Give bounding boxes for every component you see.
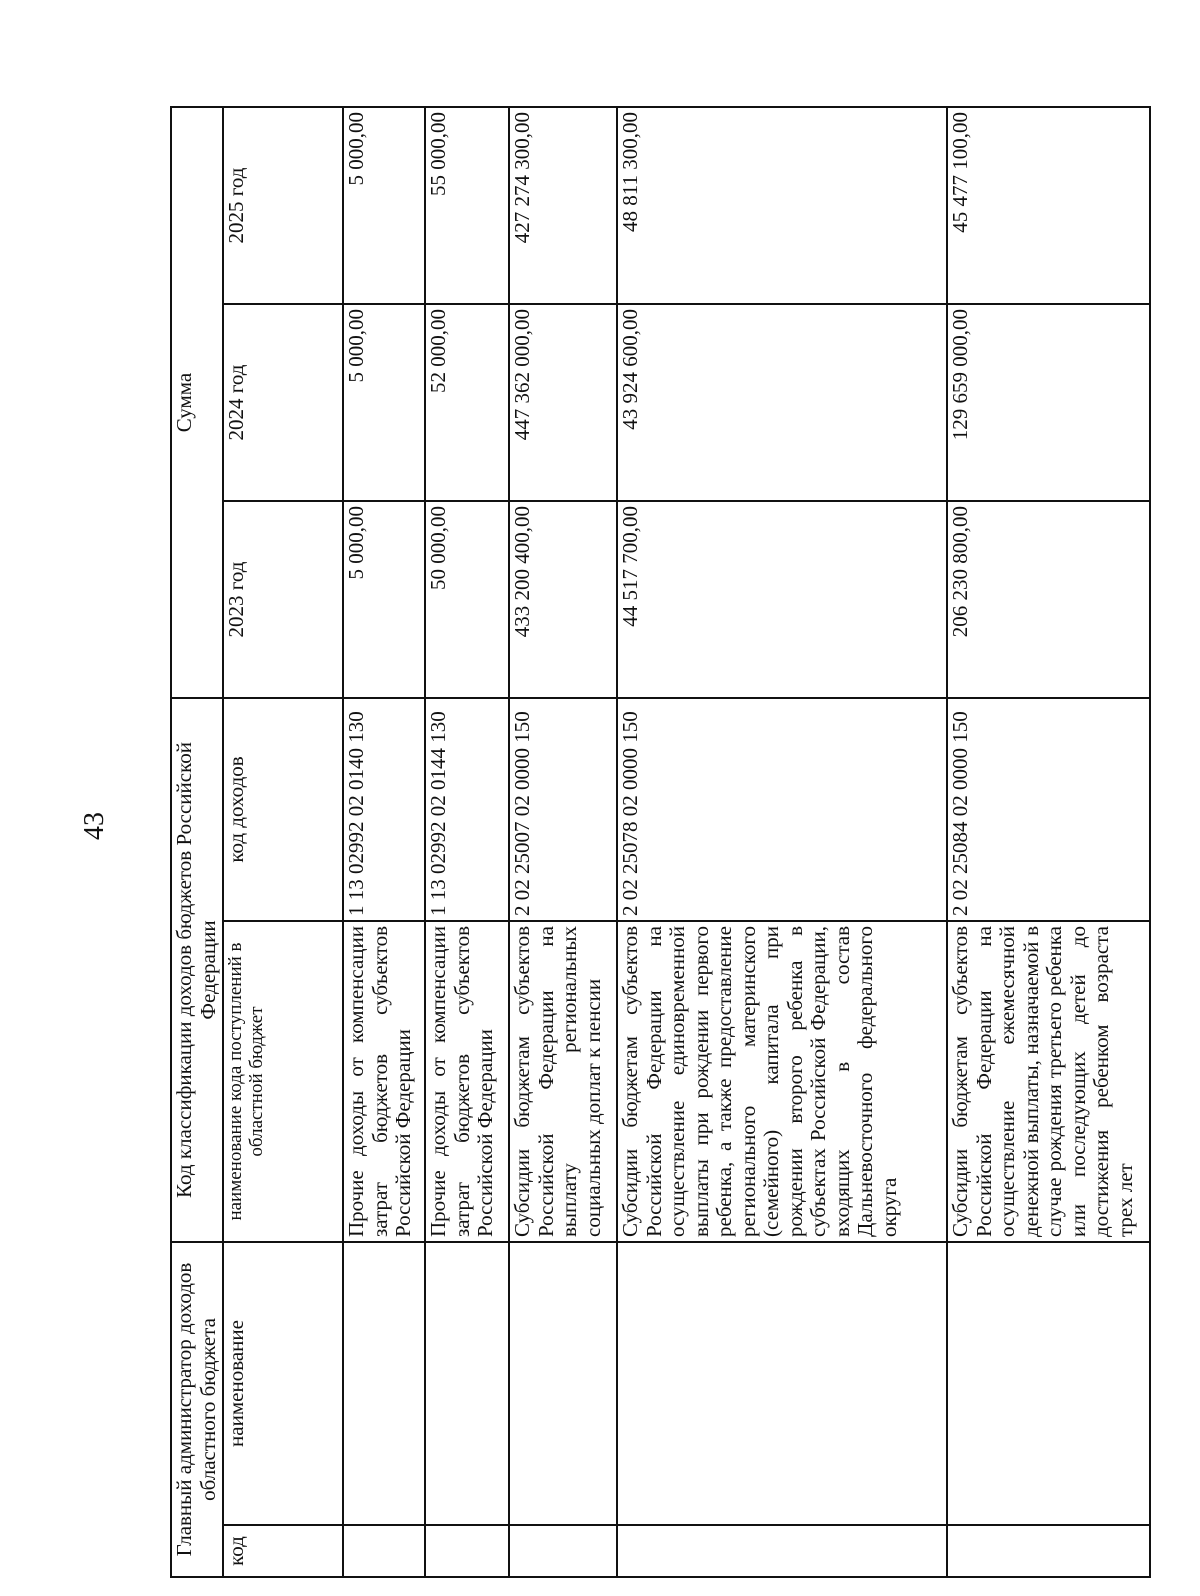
sum-2025-cell: 48 811 300,00 xyxy=(617,107,947,304)
table-row xyxy=(425,107,509,1577)
sum-2023-cell: 50 000,00 xyxy=(425,501,509,698)
table-row xyxy=(617,107,947,1577)
table-row xyxy=(509,107,617,1577)
sum-2025-cell: 427 274 300,00 xyxy=(509,107,617,304)
income-name-cell: Субсидии бюджетам субъектов Российской Федерации на осуществление единовременной выплаты при рождении первого ребенка, а также предоставление регионального материнского (семейного) капитала при рождении второго ребенка в субъектах Российской Федерации, входящих в состав Дальневосточного федерального округа xyxy=(617,921,947,1242)
sum-2025-cell: 45 477 100,00 xyxy=(947,107,1150,304)
income-code-cell: 1 13 02992 02 0140 130 xyxy=(343,698,425,921)
table-row xyxy=(343,107,425,1577)
admin-group-header: Главный администратор доходов областного бюджета xyxy=(171,1242,223,1577)
header-row-top xyxy=(171,107,223,1577)
page-number: 43 xyxy=(79,812,110,840)
year-2024-header: 2024 год xyxy=(223,304,343,501)
sum-2023-cell: 433 200 400,00 xyxy=(509,501,617,698)
sum-2024-cell: 129 659 000,00 xyxy=(947,304,1150,501)
table-row xyxy=(947,107,1150,1577)
admin-name-cell xyxy=(947,1242,1150,1525)
income-name-header: наименование кода поступлений в областной бюджет xyxy=(223,921,343,1242)
income-name-cell: Прочие доходы от компенсации затрат бюджетов субъектов Российской Федерации xyxy=(343,921,425,1242)
year-2025-header: 2025 год xyxy=(223,107,343,304)
sum-2023-cell: 206 230 800,00 xyxy=(947,501,1150,698)
admin-code-cell xyxy=(947,1525,1150,1577)
admin-name-cell xyxy=(617,1242,947,1525)
sum-2025-cell: 55 000,00 xyxy=(425,107,509,304)
income-code-header: код доходов xyxy=(223,698,343,921)
admin-name-cell xyxy=(509,1242,617,1525)
sum-2024-cell: 43 924 600,00 xyxy=(617,304,947,501)
classification-group-header: Код классификации доходов бюджетов Российской Федерации xyxy=(171,698,223,1242)
income-name-cell: Субсидии бюджетам субъектов Российской Федерации на выплату региональных социальных доплат к пенсии xyxy=(509,921,617,1242)
admin-name-cell xyxy=(343,1242,425,1525)
sum-2025-cell: 5 000,00 xyxy=(343,107,425,304)
sum-2024-cell: 447 362 000,00 xyxy=(509,304,617,501)
sum-2023-cell: 5 000,00 xyxy=(343,501,425,698)
income-code-cell: 2 02 25078 02 0000 150 xyxy=(617,698,947,921)
sum-2024-cell: 52 000,00 xyxy=(425,304,509,501)
admin-name-header: наименование xyxy=(223,1242,343,1525)
admin-name-cell xyxy=(425,1242,509,1525)
admin-code-header: код xyxy=(223,1525,343,1577)
income-code-cell: 2 02 25007 02 0000 150 xyxy=(509,698,617,921)
sum-group-header: Сумма xyxy=(171,107,223,698)
sum-2023-cell: 44 517 700,00 xyxy=(617,501,947,698)
rotated-table-container xyxy=(170,108,1137,1578)
admin-code-cell xyxy=(617,1525,947,1577)
income-name-cell: Прочие доходы от компенсации затрат бюджетов субъектов Российской Федерации xyxy=(425,921,509,1242)
header-row-bottom xyxy=(223,107,343,1577)
year-2023-header: 2023 год xyxy=(223,501,343,698)
admin-code-cell xyxy=(509,1525,617,1577)
sum-2024-cell: 5 000,00 xyxy=(343,304,425,501)
income-name-cell: Субсидии бюджетам субъектов Российской Федерации на осуществление ежемесячной денежной выплаты, назначаемой в случае рождения третьего ребенка или последующих детей до достижения ребенком возраста трех лет xyxy=(947,921,1150,1242)
income-code-cell: 2 02 25084 02 0000 150 xyxy=(947,698,1150,921)
income-code-cell: 1 13 02992 02 0144 130 xyxy=(425,698,509,921)
budget-income-table xyxy=(170,106,1151,1578)
admin-code-cell xyxy=(343,1525,425,1577)
admin-code-cell xyxy=(425,1525,509,1577)
